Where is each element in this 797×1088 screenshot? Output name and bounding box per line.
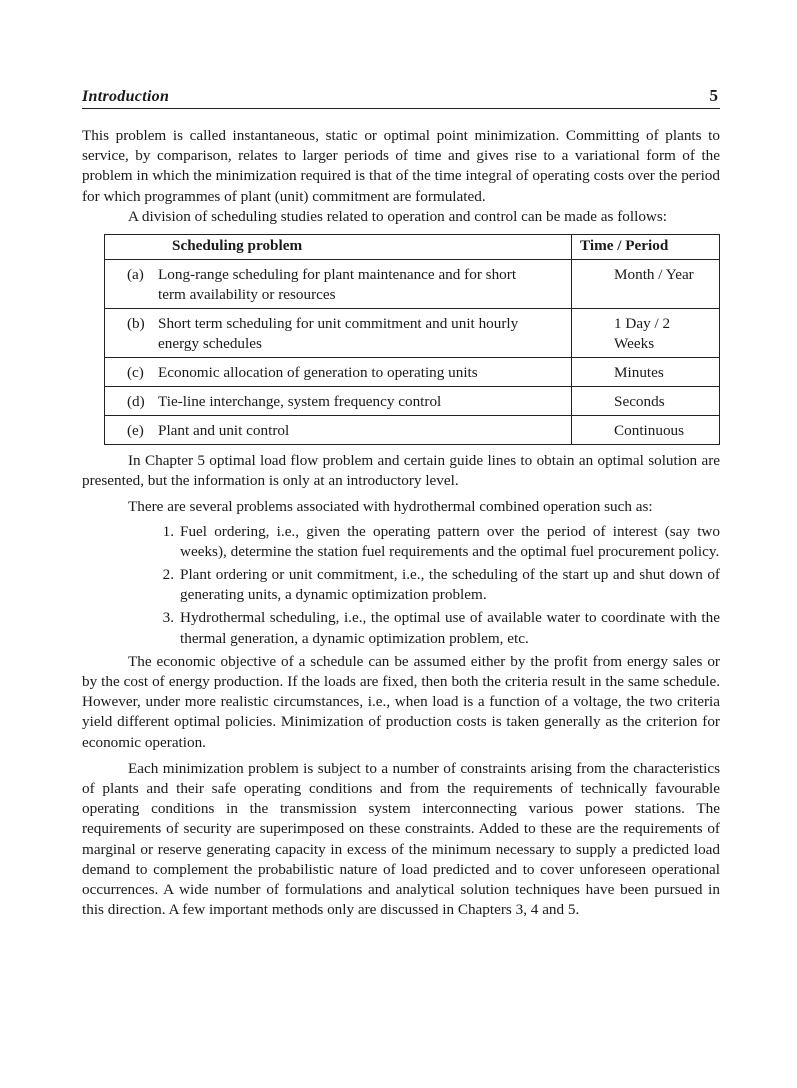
paragraph-chapter5-note: In Chapter 5 optimal load flow problem and certain guide lines to obtain an optimal solution are presented, but the information is only at an introductory level. <box>82 452 720 490</box>
problem-cell <box>105 358 572 387</box>
paragraph-constraints: Each minimization problem is subject to a number of constraints arising from the characteristics of plants and their safe operating conditions and from the requirements of technically favourable operating conditions in the transmission system interconnecting various power stations. The requirements of security are superimposed on these constraints. Added to these are the requirements of marginal or reserve generating capacity in excess of the minimum necessary to supply a predicted load demand to complement the probabilistic nature of load predicted and to cover unforeseen operational occurrences. A wide number of formulations and analytical solution techniques have been pursued in this direction. A few important methods only are discussed in Chapters 3, 4 and 5. <box>82 759 720 919</box>
problem-text: Economic allocation of generation to operating units <box>158 364 478 382</box>
period-cell: Continuous <box>572 416 720 445</box>
list-text: Hydrothermal scheduling, i.e., the optimal use of available water to coordinate with the thermal generation, a dynamic optimization problem, etc. <box>180 609 720 647</box>
table-row <box>105 309 720 358</box>
period-cell: Seconds <box>572 387 720 416</box>
page <box>82 84 720 920</box>
scheduling-table <box>104 234 720 445</box>
paragraph-economic-objective: The economic objective of a schedule can be assumed either by the profit from energy sales or by the cost of energy production. If the loads are fixed, then both the criteria result in the same schedule. However, under more realistic circumstances, i.e., when load is a function of a voltage, the two criteria yield different optimal policies. Minimization of production costs is taken generally as the criterion for economic operation. <box>82 652 720 751</box>
column-header-problem: Scheduling problem <box>105 235 572 260</box>
list-item <box>82 608 720 648</box>
period-cell: 1 Day / 2 Weeks <box>572 309 720 358</box>
problem-text: Short term scheduling for unit commitment and unit hourly energy schedules <box>158 315 519 353</box>
row-label: (b) <box>127 315 145 333</box>
problem-text: Tie-line interchange, system frequency control <box>158 393 442 411</box>
table-row <box>105 260 720 309</box>
period-cell: Minutes <box>572 358 720 387</box>
page-header <box>82 84 720 109</box>
column-header-period: Time / Period <box>572 235 720 260</box>
row-label: (a) <box>127 266 144 284</box>
page-number: 5 <box>709 86 718 105</box>
list-text: Plant ordering or unit commitment, i.e., the scheduling of the start up and shut down of generating units, a dynamic optimization problem. <box>180 566 720 604</box>
problem-cell <box>105 416 572 445</box>
running-title: Introduction <box>82 88 170 105</box>
row-label: (d) <box>127 393 145 411</box>
problem-text: Plant and unit control <box>158 422 290 440</box>
problem-text: Long-range scheduling for plant maintenance and for short term availability or resources <box>158 266 517 304</box>
hydrothermal-problems-list <box>82 522 720 649</box>
list-item <box>82 522 720 562</box>
table-row <box>105 387 720 416</box>
row-label: (c) <box>127 364 144 382</box>
paragraph-division-intro: A division of scheduling studies related to operation and control can be made as follows: <box>128 207 668 225</box>
list-number: 1. <box>162 522 174 540</box>
table-row <box>105 358 720 387</box>
problem-cell <box>105 309 572 358</box>
list-item <box>82 565 720 605</box>
paragraph-hydrothermal-intro: There are several problems associated with hydrothermal combined operation such as: <box>128 498 653 516</box>
problem-cell <box>105 387 572 416</box>
table-header-row <box>105 235 720 260</box>
paragraph-instantaneous-minimization: This problem is called instantaneous, static or optimal point minimization. Committing of plants to service, by comparison, relates to larger periods of time and gives rise to a variational form of the problem in which the minimization required is that of the time integral of operating costs over the period for which programmes of plant (unit) commitment are formulated. <box>82 127 720 205</box>
list-number: 2. <box>162 566 174 584</box>
row-label: (e) <box>127 422 144 440</box>
list-number: 3. <box>162 609 174 627</box>
table-row <box>105 416 720 445</box>
list-text: Fuel ordering, i.e., given the operating pattern over the period of interest (say two weeks), determine the station fuel requirements and the optimal fuel procurement policy. <box>180 522 720 560</box>
problem-cell <box>105 260 572 309</box>
period-cell: Month / Year <box>572 260 720 309</box>
